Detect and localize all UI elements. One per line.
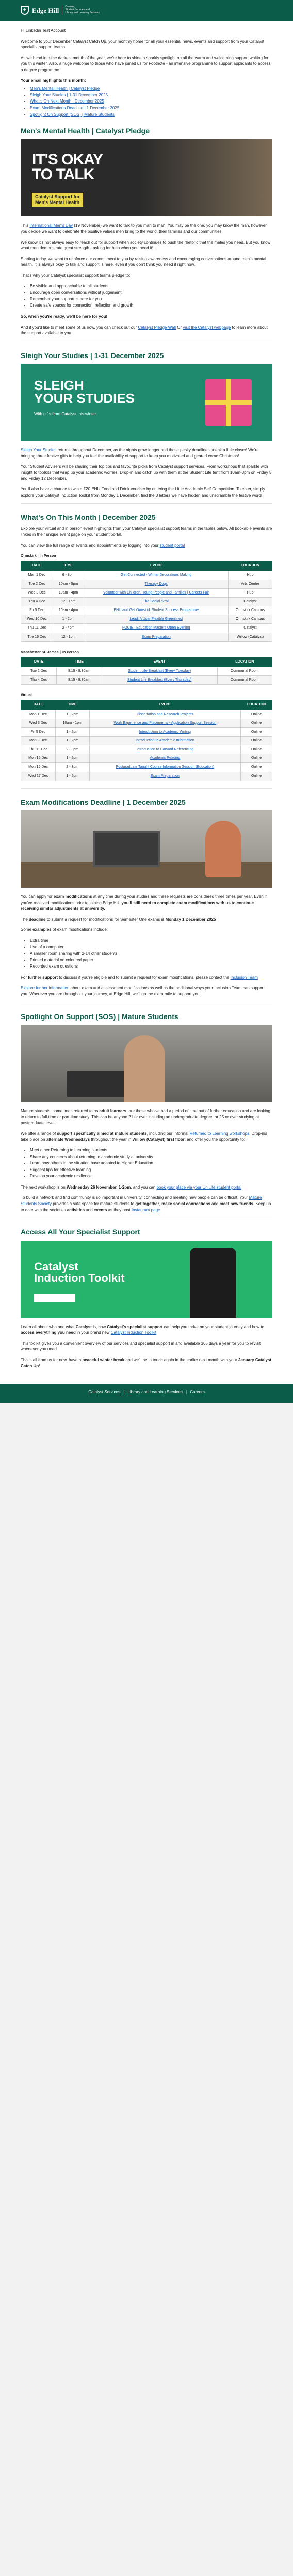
text: exam modifications <box>53 894 92 899</box>
event-link[interactable]: Academic Reading <box>89 754 241 763</box>
section-heading: Sleigh Your Studies | 1-31 December 2025 <box>21 351 164 360</box>
footer-separator: | <box>123 1389 125 1395</box>
table-cell: 6 - 8pm <box>53 571 84 580</box>
sleigh-your-studies-link[interactable]: Sleigh Your Studies <box>21 448 57 453</box>
table-cell: Hub <box>229 571 272 580</box>
column-header: DATE <box>21 657 57 667</box>
paragraph <box>21 1131 272 1143</box>
table-cell: Mon 8 Dec <box>21 736 56 745</box>
table-cell: Wed 3 Dec <box>21 588 53 597</box>
table-cell: Hub <box>229 588 272 597</box>
list-item <box>30 86 272 92</box>
table-row <box>21 615 272 624</box>
table-row <box>21 754 272 763</box>
highlights-title: Your email highlights this month: <box>21 78 86 83</box>
logo-name: Edge Hill <box>32 6 59 14</box>
table-cell: Willow (Catalyst) <box>229 633 272 641</box>
list-item <box>30 112 272 118</box>
paragraph <box>21 1195 272 1213</box>
table-cell: Catalyst <box>229 597 272 606</box>
crest-icon: ✚ <box>21 6 29 15</box>
event-link[interactable]: EHU and Get Ormskirk Student Success Programme <box>84 606 229 615</box>
event-link[interactable]: Introduction to Academic Information <box>89 736 241 745</box>
event-link[interactable]: Work Experience and Placements - Application Support Session <box>89 719 241 727</box>
pledge-wall-link[interactable]: Catalyst Pledge Wall <box>138 325 176 330</box>
list-item: • Share any concerns about returning to academic study at university <box>30 1154 272 1160</box>
table-caption: Ormskirk | In Person <box>21 554 56 558</box>
table-cell: 8.15 - 9.30am <box>57 676 102 685</box>
text: events <box>93 1207 107 1212</box>
laptop-image <box>93 831 160 867</box>
text: can help you thrive on your student journey and how to <box>164 1324 265 1329</box>
banner-title-line: Catalyst <box>34 1260 78 1273</box>
table-cell: 2 - 3pm <box>55 763 89 772</box>
mens-health-banner[interactable] <box>21 139 272 216</box>
table-cell: 2 - 4pm <box>53 624 84 633</box>
table-cell: Online <box>241 745 272 754</box>
column-header: LOCATION <box>229 561 272 571</box>
paragraph <box>21 325 272 336</box>
induction-toolkit-link[interactable]: Catalyst Induction Toolkit <box>110 1330 157 1335</box>
paragraph <box>21 927 272 933</box>
student-image <box>205 821 241 877</box>
event-link[interactable]: Therapy Dogs <box>84 580 229 588</box>
paragraph <box>21 985 272 997</box>
text: of exam modifications include: <box>52 927 108 933</box>
highlights-list <box>30 86 272 117</box>
table-row <box>21 588 272 597</box>
text: activities <box>67 1207 85 1212</box>
table-header-row <box>21 657 272 667</box>
table-row <box>21 667 272 675</box>
section-heading: Spotlight On Support (SOS) | Mature Students <box>21 1012 178 1021</box>
table-cell: Fri 5 Dec <box>21 727 56 736</box>
instagram-link[interactable]: Instagram page <box>131 1207 160 1212</box>
banner-strip <box>32 193 83 207</box>
banner-title-line: YOUR STUDIES <box>34 390 135 406</box>
event-link[interactable]: The Social Stroll <box>84 597 229 606</box>
table-row <box>21 763 272 772</box>
gift-icon <box>205 379 252 426</box>
sos-list <box>30 1147 272 1179</box>
text: Or <box>177 325 182 330</box>
banner-title <box>32 152 103 182</box>
table-cell: Online <box>241 710 272 719</box>
highlight-link[interactable]: Sleigh Your Studies | 1-31 December 2025 <box>30 92 108 97</box>
text: is, how <box>93 1324 106 1329</box>
table-row <box>21 676 272 685</box>
list-item: • Create safe spaces for connection, reflection and growth <box>30 302 272 309</box>
book-place-link[interactable]: book your place via your UniLife student portal <box>156 1184 242 1190</box>
text: about exam and assessment modifications as well as the additional ways your Inclusion Team can support you. Wherever you are throughout your journey, at Edge Hill, we'll go the extra mile to support you. <box>21 986 265 997</box>
text: Catalyst <box>75 1324 92 1329</box>
text: , are those who've had a period of time out of further education and are looking to return to full-time or part-time study. This can be anyone 21 or over including an undergraduate degree, or 25 or over studying at postgraduate level. <box>21 1108 271 1126</box>
edge-hill-logo[interactable] <box>21 6 100 15</box>
logo-subtitle-line: Library and Learning Services <box>65 11 100 14</box>
table-caption: Manchester St. James' | In Person <box>21 650 79 654</box>
paragraph <box>21 894 272 912</box>
event-link[interactable]: Introduction to Academic Writing <box>89 727 241 736</box>
footer-link[interactable]: Catalyst Services <box>88 1389 120 1395</box>
divider <box>21 788 272 789</box>
table-cell: Wed 10 Dec <box>21 615 53 624</box>
list-item: • A smaller room sharing with 2-14 other students <box>30 951 272 957</box>
table-row <box>21 597 272 606</box>
text: and <box>86 1207 93 1212</box>
text: That's all from us for now, have a <box>21 1357 82 1362</box>
events-table <box>21 553 272 641</box>
event-link[interactable]: Student Life Breakfast (Every Tuesday) <box>102 667 217 675</box>
text: January Catalyst Catch Up <box>21 1357 272 1368</box>
events-table <box>21 649 272 685</box>
list-item: • Develop your academic resilience <box>30 1173 272 1179</box>
student-portal-link[interactable]: student portal <box>159 543 185 548</box>
table-cell: Ormskirk Campus <box>229 606 272 615</box>
text: adult learners <box>99 1108 126 1113</box>
banner-title-line: Induction Toolkit <box>34 1271 125 1284</box>
email-header <box>0 0 293 21</box>
text: as they post <box>108 1207 131 1212</box>
table-cell: 12 - 1pm <box>53 597 84 606</box>
section-heading: Men's Mental Health | Catalyst Pledge <box>21 127 150 135</box>
induction-toolkit-banner[interactable] <box>21 1241 272 1318</box>
text: Learn all about who and what <box>21 1324 75 1329</box>
list-item: • Be visible and approachable to all students <box>30 283 272 290</box>
column-header: DATE <box>21 700 56 710</box>
banner-title-line: TO TALK <box>32 165 94 183</box>
banner-subtitle-box <box>34 1294 75 1302</box>
table-cell: Mon 15 Dec <box>21 763 56 772</box>
banner-subtitle: With gifts from Catalyst this winter <box>34 412 96 417</box>
list-item: • Printed material on coloured paper <box>30 957 272 963</box>
list-item: • Recorded exam questions <box>30 963 272 970</box>
text: to submit a request for modifications for Semester One exams is <box>46 917 165 922</box>
text: in your brand new <box>76 1330 110 1335</box>
text: Monday 1 December 2025 <box>165 917 216 922</box>
text: (19 November) we want to talk to you man to man. You may be the one, you may know the man, however you decide we want to celebrate the positive values men bring to the world, their families and our communities. <box>21 223 267 234</box>
table-cell: Arts Centre <box>229 580 272 588</box>
table-row <box>21 580 272 588</box>
table-caption: Virtual <box>21 693 32 698</box>
text: ! <box>39 1363 40 1368</box>
text: returns throughout December, as the nights grow longer and those pesky deadlines sneak a little closer! We're bringing three festive gifts to help you feel the availability of support to keep you motivated and geared come Christmas! <box>21 448 259 459</box>
intro-paragraph: Welcome to your December Catalyst Catch Up, your monthly home for all your essential news, events and support from your Catalyst specialist support teams. <box>21 39 265 50</box>
banner-title <box>34 1261 125 1284</box>
table-cell: Communal Room <box>217 667 272 675</box>
paragraph <box>21 314 272 320</box>
explore-info-link[interactable]: Explore further information <box>21 986 70 991</box>
section-heading: Exam Modifications Deadline | 1 December 2025 <box>21 798 186 806</box>
table-header-row <box>21 561 272 571</box>
returned-to-learning-link[interactable]: Returned to Learning workshops <box>189 1131 250 1136</box>
column-header: EVENT <box>102 657 217 667</box>
table-cell: Tue 2 Dec <box>21 580 53 588</box>
table-cell: 10am - 5pm <box>53 580 84 588</box>
list-item: • Use of a computer <box>30 944 272 951</box>
footer-link[interactable]: Careers <box>190 1389 205 1395</box>
table-row <box>21 710 272 719</box>
table-cell: 8.15 - 9.30am <box>57 667 102 675</box>
text: alternate Wednesdays <box>46 1137 90 1142</box>
paragraph <box>21 917 272 923</box>
event-link[interactable]: Lead: A User Flexible Greenlined <box>84 615 229 624</box>
list-item: • Extra time <box>30 938 272 944</box>
table-row <box>21 772 272 781</box>
catalyst-webpage-link[interactable]: visit the Catalyst webpage <box>183 325 231 330</box>
paragraph <box>21 543 272 549</box>
table-cell: 1 - 2pm <box>55 727 89 736</box>
text: and we'll be in touch again in the earlier next month with your <box>125 1357 237 1362</box>
examples-list <box>30 938 272 970</box>
text: make social connections <box>161 1201 210 1207</box>
text: to learn more about the support available to you. <box>21 325 268 336</box>
table-row <box>21 571 272 580</box>
events-tables <box>21 553 272 781</box>
table-cell: Catalyst <box>229 624 272 633</box>
logo-subtitle <box>62 6 99 14</box>
event-link[interactable]: Introduction to Harvard Referencing <box>89 745 241 754</box>
table-cell: Thu 4 Dec <box>21 676 57 685</box>
paragraph <box>21 975 272 981</box>
table-cell: Wed 3 Dec <box>21 719 56 727</box>
table-cell: Online <box>241 736 272 745</box>
list-item: • Remember your support is here for you <box>30 296 272 302</box>
table-cell: 1 - 2pm <box>53 615 84 624</box>
intro-paragraph: As we head into the darkest month of the year, we're here to shine a sparkly spotlight on all the warm and welcoming support waiting for you this winter. Also, a huge welcome to those who have joined us for Footnote - an intensive programme to support applicants to access a degree programme <box>21 55 271 72</box>
paragraph: Your Student Advisers will be sharing their top tips and favourite picks from Catalyst support services. From workshops that sparkle with insight to toolkits that wrap up your academic worries. Drop-in and catch up with them at the Student Life tent from 10am-3pm on Friday 5 and Friday 12 December. <box>21 464 272 481</box>
footer-separator: | <box>186 1389 187 1395</box>
table-cell: 1 - 2pm <box>55 736 89 745</box>
text: You can apply for <box>21 894 53 899</box>
table-cell: Communal Room <box>217 676 272 685</box>
table-cell: Mon 15 Dec <box>21 754 56 763</box>
table-header-row <box>21 700 272 710</box>
column-header: DATE <box>21 561 53 571</box>
column-header: LOCATION <box>217 657 272 667</box>
email-footer <box>0 1384 293 1403</box>
table-row <box>21 736 272 745</box>
international-mens-day-link[interactable]: International Men's Day <box>29 223 73 228</box>
text: Wednesday 26 November, 1-2pm <box>66 1184 131 1190</box>
table-cell: Wed 17 Dec <box>21 772 56 781</box>
highlight-link[interactable]: What's On Next Month | December 2025 <box>30 99 104 104</box>
inclusion-team-link[interactable]: Inclusion Team <box>230 975 258 980</box>
table-row <box>21 624 272 633</box>
highlight-link[interactable]: Men's Mental Health | Catalyst Pledge <box>30 86 100 91</box>
event-link[interactable]: Student Life Breakfast (Every Thursday) <box>102 676 217 685</box>
text: And if you'd like to meet some of us now, you can check out our <box>21 325 137 330</box>
table-cell: 1 - 2pm <box>55 772 89 781</box>
text: you'll still need to complete exam modifications with us to continue receiving similar adjustments at university. <box>21 900 254 911</box>
text: meet new friends <box>219 1201 253 1207</box>
text: So, when you're ready, we'll be here for you! <box>21 314 108 319</box>
section-heading: What's On This Month | December 2025 <box>21 513 156 522</box>
event-link[interactable]: Volunteer with Children, Young People and Families | Careers Fair <box>84 588 229 597</box>
text: deadline <box>29 917 46 922</box>
paragraph: This toolkit gives you a convenient overview of our services and specialist support in and available 365 days a year for you to revisit whenever you need. <box>21 1341 261 1352</box>
list-item <box>30 105 272 111</box>
footer-link[interactable]: Library and Learning Services <box>127 1389 183 1395</box>
paragraph: Starting today, we want to reinforce our commitment to you by raising awareness and encouraging conversations around men's mental health. It is always okay to talk and support is here, even if you don't think you need it right now. <box>21 256 266 267</box>
text: To build a network and find community is so important in university, connecting and meeting new people can be difficult. Your <box>21 1195 248 1200</box>
text: peaceful winter break <box>82 1357 125 1362</box>
greeting: Hi Linkedin Test Account <box>21 28 66 33</box>
table-cell: Tue 2 Dec <box>21 667 57 675</box>
column-header: TIME <box>53 561 84 571</box>
text: , <box>159 1201 160 1207</box>
table-row <box>21 719 272 727</box>
table-cell: 2 - 3pm <box>55 745 89 754</box>
paragraph <box>21 1184 272 1191</box>
mature-students-banner <box>21 1025 272 1102</box>
text: access everything you need <box>21 1330 76 1335</box>
text: and <box>211 1201 219 1207</box>
banner-title-line: IT'S OKAY <box>32 151 103 168</box>
text: , and you can <box>131 1184 156 1190</box>
banner-title-line: SLEIGH <box>34 378 84 394</box>
text: We offer a range of <box>21 1131 56 1136</box>
text: Some <box>21 927 31 933</box>
list-item: • Meet other Returning to Learning students <box>30 1147 272 1154</box>
text: provides a safe space for mature students to <box>53 1201 135 1207</box>
table-cell: Thu 11 Dec <box>21 745 56 754</box>
table-row <box>21 727 272 736</box>
text: Mature students, sometimes referred to as <box>21 1108 99 1113</box>
text: to discuss if you're eligible and to submit a request for exam modifications, please contact the <box>59 975 230 980</box>
highlight-link[interactable]: Spotlight On Support (SOS) | Mature Students <box>30 112 115 117</box>
table-cell: Mon 1 Dec <box>21 571 53 580</box>
paragraph: Explore your virtual and in person event highlights from your Catalyst specialist support teams in the tables below. All bookable events are linked in their unique event page on your student portal. <box>21 526 272 537</box>
event-link[interactable]: Exam Preparation <box>84 633 229 641</box>
table-cell: Mon 1 Dec <box>21 710 56 719</box>
text: You can view the full range of events and appointments by logging into your <box>21 543 159 548</box>
text: , and offer you the opportunity to: <box>184 1137 246 1142</box>
list-item: • Learn how others in the situation have adapted to Higher Education <box>30 1160 272 1166</box>
list-item <box>30 98 272 105</box>
text: further support <box>28 975 58 980</box>
text: This <box>21 223 29 228</box>
text: . Drop-ins take place on <box>21 1131 267 1142</box>
text: . Keep up to date with the societies <box>21 1201 271 1212</box>
banner-title <box>34 379 135 404</box>
table-cell: 1 - 2pm <box>55 754 89 763</box>
logo-subtitle-line: Student Services and <box>65 8 90 12</box>
text: Catalyst's specialist support <box>107 1324 163 1329</box>
table-cell: Online <box>241 719 272 727</box>
table-cell: Fri 5 Dec <box>21 606 53 615</box>
text: The next workshop is on <box>21 1184 66 1190</box>
paragraph: We know it's not always easy to reach out for support when society continues to push the rhetoric that the males you need. But you know what men demonstrate great strength - asking for help when you need it! <box>21 240 271 251</box>
mature-society-link[interactable]: Mature Students Society <box>21 1195 262 1207</box>
list-item: • Encourage open conversations without judgement <box>30 290 272 296</box>
event-link[interactable]: Dissertation and Research Projects <box>89 710 241 719</box>
table-cell: Online <box>241 772 272 781</box>
text: Willow (Catalyst) first floor <box>132 1137 185 1142</box>
student-image <box>124 1035 165 1102</box>
table-cell: Tue 16 Dec <box>21 633 53 641</box>
table-cell: Online <box>241 727 272 736</box>
section-heading: Access All Your Specialist Support <box>21 1228 140 1236</box>
text: support specifically aimed at mature students <box>57 1131 147 1136</box>
text: get together <box>135 1201 159 1207</box>
text: throughout the year in <box>91 1137 132 1142</box>
event-link[interactable]: Get Connected - Winter Decorations Making <box>84 571 229 580</box>
column-header: TIME <box>55 700 89 710</box>
table-cell: Online <box>241 763 272 772</box>
phone-image <box>190 1248 236 1318</box>
table-cell: Ormskirk Campus <box>229 615 272 624</box>
table-row <box>21 633 272 641</box>
table-cell: Thu 11 Dec <box>21 624 53 633</box>
table-cell: 12 - 1pm <box>53 633 84 641</box>
table-cell: 10am - 1pm <box>55 719 89 727</box>
event-link[interactable]: Postgraduate Taught Course Information Session (Education) <box>89 763 241 772</box>
email-body <box>0 21 293 1379</box>
divider <box>21 503 272 504</box>
table-row <box>21 606 272 615</box>
paragraph <box>21 1324 272 1336</box>
text: The <box>21 917 28 922</box>
paragraph <box>21 447 272 459</box>
banner-strip-line: Men's Mental Health <box>35 199 80 205</box>
highlight-link[interactable]: Exam Modifications Deadline | 1 December 2025 <box>30 105 120 110</box>
table-cell: 10am - 4pm <box>53 588 84 597</box>
column-header: LOCATION <box>241 700 272 710</box>
table-cell: 10am - 4pm <box>53 606 84 615</box>
events-table <box>21 692 272 781</box>
text: , including our informal <box>146 1131 189 1136</box>
text: at any time during your studies and these requests are considered three times per year. Even if you've received modifications prior to joining Edge Hill, <box>21 894 267 905</box>
column-header: EVENT <box>84 561 229 571</box>
pledge-list <box>30 283 272 309</box>
paragraph <box>21 1108 272 1126</box>
list-item: • Suggest tips for effective learning <box>30 1167 272 1173</box>
table-cell: Online <box>241 754 272 763</box>
table-row <box>21 745 272 754</box>
paragraph <box>21 1357 272 1369</box>
column-header: TIME <box>57 657 102 667</box>
table-cell: 1 - 2pm <box>55 710 89 719</box>
paragraph <box>21 223 272 234</box>
banner-strip-line: Catalyst Support for <box>35 194 80 200</box>
exam-banner <box>21 810 272 888</box>
event-link[interactable]: FOCIE | Education Masters Open Evening <box>84 624 229 633</box>
paragraph: That's why your Catalyst specialist support teams pledge to: <box>21 273 131 278</box>
text: examples <box>32 927 52 933</box>
list-item <box>30 92 272 98</box>
column-header: EVENT <box>89 700 241 710</box>
paragraph: You'll also have a chance to win a £20 EHU Food and Drink voucher by entering the Little Academic Self Competition. To enter, simply explore your Catalyst Induction Toolkit from Monday 1 December, find the 3 letters we have hidden and unscramble the festive word! <box>21 487 265 498</box>
logo-subtitle-line: Careers, <box>65 5 75 9</box>
event-link[interactable]: Exam Preparation <box>89 772 241 781</box>
banner-photo <box>138 139 272 216</box>
sleigh-banner[interactable] <box>21 364 272 441</box>
text: For <box>21 975 27 980</box>
table-cell: Thu 4 Dec <box>21 597 53 606</box>
laptop-image <box>67 1071 124 1097</box>
